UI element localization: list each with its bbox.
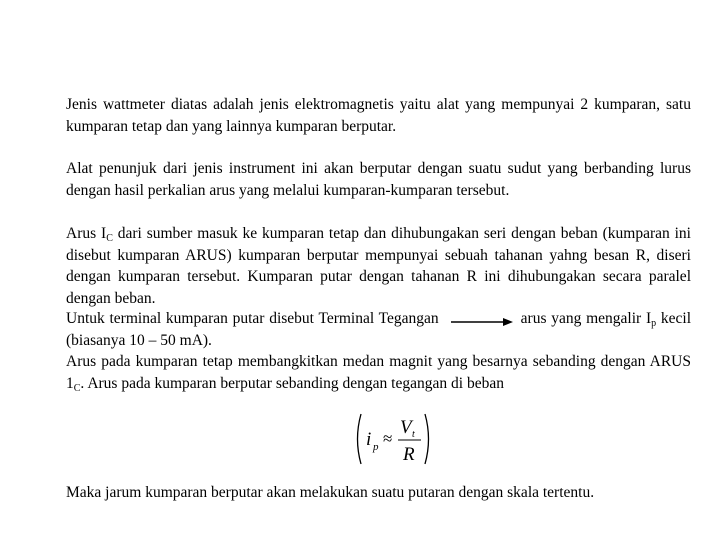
formula-numerator-subscript: t bbox=[412, 429, 415, 440]
paragraph-voltage-terminal bbox=[66, 308, 691, 351]
paragraph-current-source bbox=[66, 223, 691, 309]
formula-current-approx bbox=[353, 410, 433, 468]
formula-relation: ≈ bbox=[383, 429, 393, 448]
right-arrow-icon bbox=[445, 313, 515, 325]
paragraph-text: . Arus pada kumparan berputar sebanding dengan tegangan di beban bbox=[80, 374, 504, 392]
paragraph-magnetic-field bbox=[66, 351, 691, 394]
paragraph-conclusion bbox=[66, 482, 691, 504]
subscript: C bbox=[106, 233, 113, 244]
paragraph-text: Maka jarum kumparan berputar akan melakukan suatu putaran dengan skala tertentu. bbox=[66, 484, 595, 501]
formula-lhs-subscript: p bbox=[373, 441, 379, 453]
subscript: p bbox=[651, 318, 657, 329]
paragraph-text: Arus pada kumparan tetap membangkitkan medan magnit yang besarnya sebanding dengan ARUS 1 bbox=[66, 353, 691, 392]
paragraph-text: Jenis wattmeter diatas adalah jenis elektromagnetis yaitu alat yang mempunyai 2 kumparan, satu kumparan tetap dan yang lainnya kumparan berputar. bbox=[66, 96, 691, 135]
paragraph-wattmeter-intro bbox=[66, 94, 691, 137]
paragraph-text: Alat penunjuk dari jenis instrument ini akan berputar dengan suatu sudut yang berbanding lurus dengan hasil perkalian arus yang melalui kumparan-kumparan tersebut. bbox=[66, 160, 691, 199]
formula-numerator: V bbox=[400, 417, 412, 438]
formula-lhs: i bbox=[366, 429, 372, 450]
paragraph-text: Arus I bbox=[66, 225, 107, 242]
paragraph-text: kecil (biasanya 10 – 50 mA). bbox=[66, 310, 691, 349]
paragraph-text: Untuk terminal kumparan putar disebut Terminal Tegangan bbox=[66, 310, 439, 327]
paragraph-instrument-pointer bbox=[66, 158, 691, 201]
paragraph-text: arus yang mengalir I bbox=[520, 310, 652, 327]
subscript: C bbox=[73, 382, 81, 394]
formula-denominator: R bbox=[403, 444, 415, 465]
paragraph-text: dari sumber masuk ke kumparan tetap dan dihubungakan seri dengan beban (kumparan ini disebut kumparan ARUS) kumparan berputar mempunyai sebuah tahanan yahng besan R, diseri dengan kumparan tersebut. Kumparan putar dengan tahanan R ini dihubungakan secara paralel dengan beban. bbox=[66, 225, 691, 307]
